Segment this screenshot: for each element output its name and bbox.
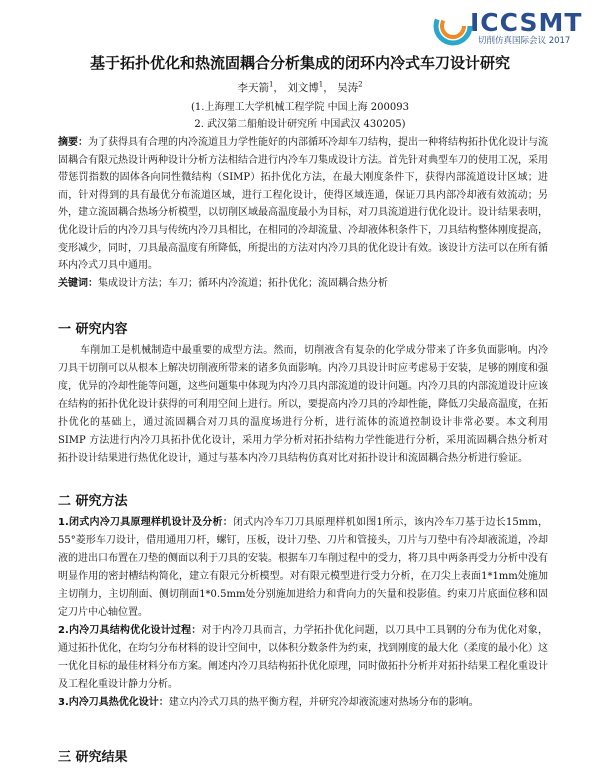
logo-subtitle: 切削仿真国际会议 2017 <box>478 36 571 46</box>
method-item <box>58 694 548 712</box>
section-1-paragraph: 车削加工是机械制造中最重要的成型方法。然而，切削液含有复杂的化学成分带来了许多负面影响。内冷刀具干切削可以从根本上解决切削液所带来的诸多负面影响。内冷刀具设计时应考虑易于安装，足够的刚度和强度，优异的冷却性能等问题，这些问题集中体现为内冷刀具内部流道的设计问题。内冷刀具的内部流道设计应该在结构的拓扑优化设计获得的可利用空间上进行。所以，要提高内冷刀具的冷却性能，降低刀尖最高温度，在拓扑优化的基础上，通过流固耦合对刀具的温度场进行分析，进行流体的流道控制设计非常必要。本文利用 SIMP 方法进行内冷刀具拓扑优化设计，采用力学分析对拓扑结构力学性能进行分析，采用流固耦合热分析对拓扑设计结果进行热优化设计，通过与基本内冷刀具结构仿真对比对拓扑设计和流固耦合热分析进行验证。 <box>58 345 548 464</box>
logo-name: ICCSMT <box>470 8 583 37</box>
method-item <box>58 514 548 622</box>
author-name: 吴涛 <box>337 82 359 94</box>
abstract <box>58 134 548 292</box>
affiliation-line-2: 2. 武汉第二船舶设计研究所 中国武汉 430205) <box>194 119 406 130</box>
author-sup: 2 <box>358 80 363 89</box>
author-name: 李天箭 <box>237 82 269 94</box>
method-item-text: 闭式内冷车刀刀具原理样机如图1所示，该内冷车刀基于边长15mm，55°菱形车刀设计，借用通用刀杆，螺钉，压板，设计刀垫、刀片和管接头，刀片与刀垫中有冷却液流道，冷却液的进出口布置在刀垫的侧面以利于刀具的安装。根据车刀车削过程中的受力，将刀具中两条再受力分析中没有明显作用的密封槽结构简化，建立有限元分析模型。对有限元模型进行受力分析，在刀尖上表面1*1mm处施加主切削力，主切削面、侧切削面1*0.5mm处分别施加进给力和背向力的矢量和投影值。约束刀片底面位移和固定刀片中心轴位置。 <box>58 517 548 618</box>
author-name: 刘文博 <box>287 82 319 94</box>
abstract-label: 摘要： <box>58 137 88 148</box>
abstract-text: 为了获得具有合理的内冷流道且力学性能好的内部循环冷却车刀结构，提出一种将结构拓扑优化设计与流固耦合有限元热设计两种设计分析方法相结合进行内冷车刀集成设计方法。首先针对典型车刀的使用工况，采用带惩罚指数的固体各向同性微结构（SIMP）拓扑优化方法，在最大刚度条件下，获得内部流道设计区域；进而，针对得到的具有最优分布流道区域，进行工程化设计，使得区域连通，保证刀具内部冷却液有效流动；另外，建立流固耦合热场分析模型，以切削区域最高温度最小为目标，对刀具流道进行优化设计。设计结果表明，优化设计后的内冷刀具与传统内冷刀具相比，在相同的冷却流量、冷却液体积条件下，刀具结构整体刚度提高，变形减少，同时，刀具最高温度有所降低，所提出的方法对内冷刀具的优化设计有效。该设计方法可以在所有循环内冷式刀具中通用。 <box>58 137 548 272</box>
section-2-body <box>58 514 548 712</box>
author-sup: 1 <box>318 80 324 89</box>
section-heading-2: 二 研究方法 <box>58 494 128 509</box>
section-heading-3: 三 研究结果 <box>58 750 128 765</box>
method-item-label: 1.闭式内冷刀具原理样机设计及分析： <box>58 517 233 528</box>
method-item-text: 建立内冷式刀具的热平衡方程，并研究冷却液流速对热场分布的影响。 <box>168 697 479 708</box>
keywords-label: 关键词： <box>58 277 98 289</box>
paper-title: 基于拓扑优化和热流固耦合分析集成的闭环内冷式车刀设计研究 <box>89 54 510 72</box>
method-item-label: 2.内冷刀具结构优化设计过程： <box>58 625 202 636</box>
author-list: 李天箭$^1$， 刘文博$^1$， 吴涛$^2$ <box>237 80 363 94</box>
method-item <box>58 622 548 694</box>
method-item-text: 对于内冷刀具而言，力学拓扑优化问题，以刀具中工具钢的分布为优化对象，通过拓扑优化，在均匀分布材料的设计空间中，以体积分数条件为约束，找到刚度的最大化（柔度的最小化）这一优化目标的最佳材料分布方案。阐述内冷刀具结构拓扑优化原理，同时做拓扑分析并对拓扑结果工程化重设计及工程化重设计静力分析。 <box>58 625 548 690</box>
section-heading-1: 一 研究内容 <box>58 322 128 337</box>
method-item-label: 3.内冷刀具热优化设计： <box>58 697 169 708</box>
author-sup: 1 <box>268 80 274 89</box>
affiliation-line-1: (1.上海理工大学机械工程学院 中国上海 200093 <box>191 102 409 113</box>
keywords-text: 集成设计方法；车刀；循环内冷流道；拓扑优化；流固耦合热分析 <box>98 277 388 289</box>
